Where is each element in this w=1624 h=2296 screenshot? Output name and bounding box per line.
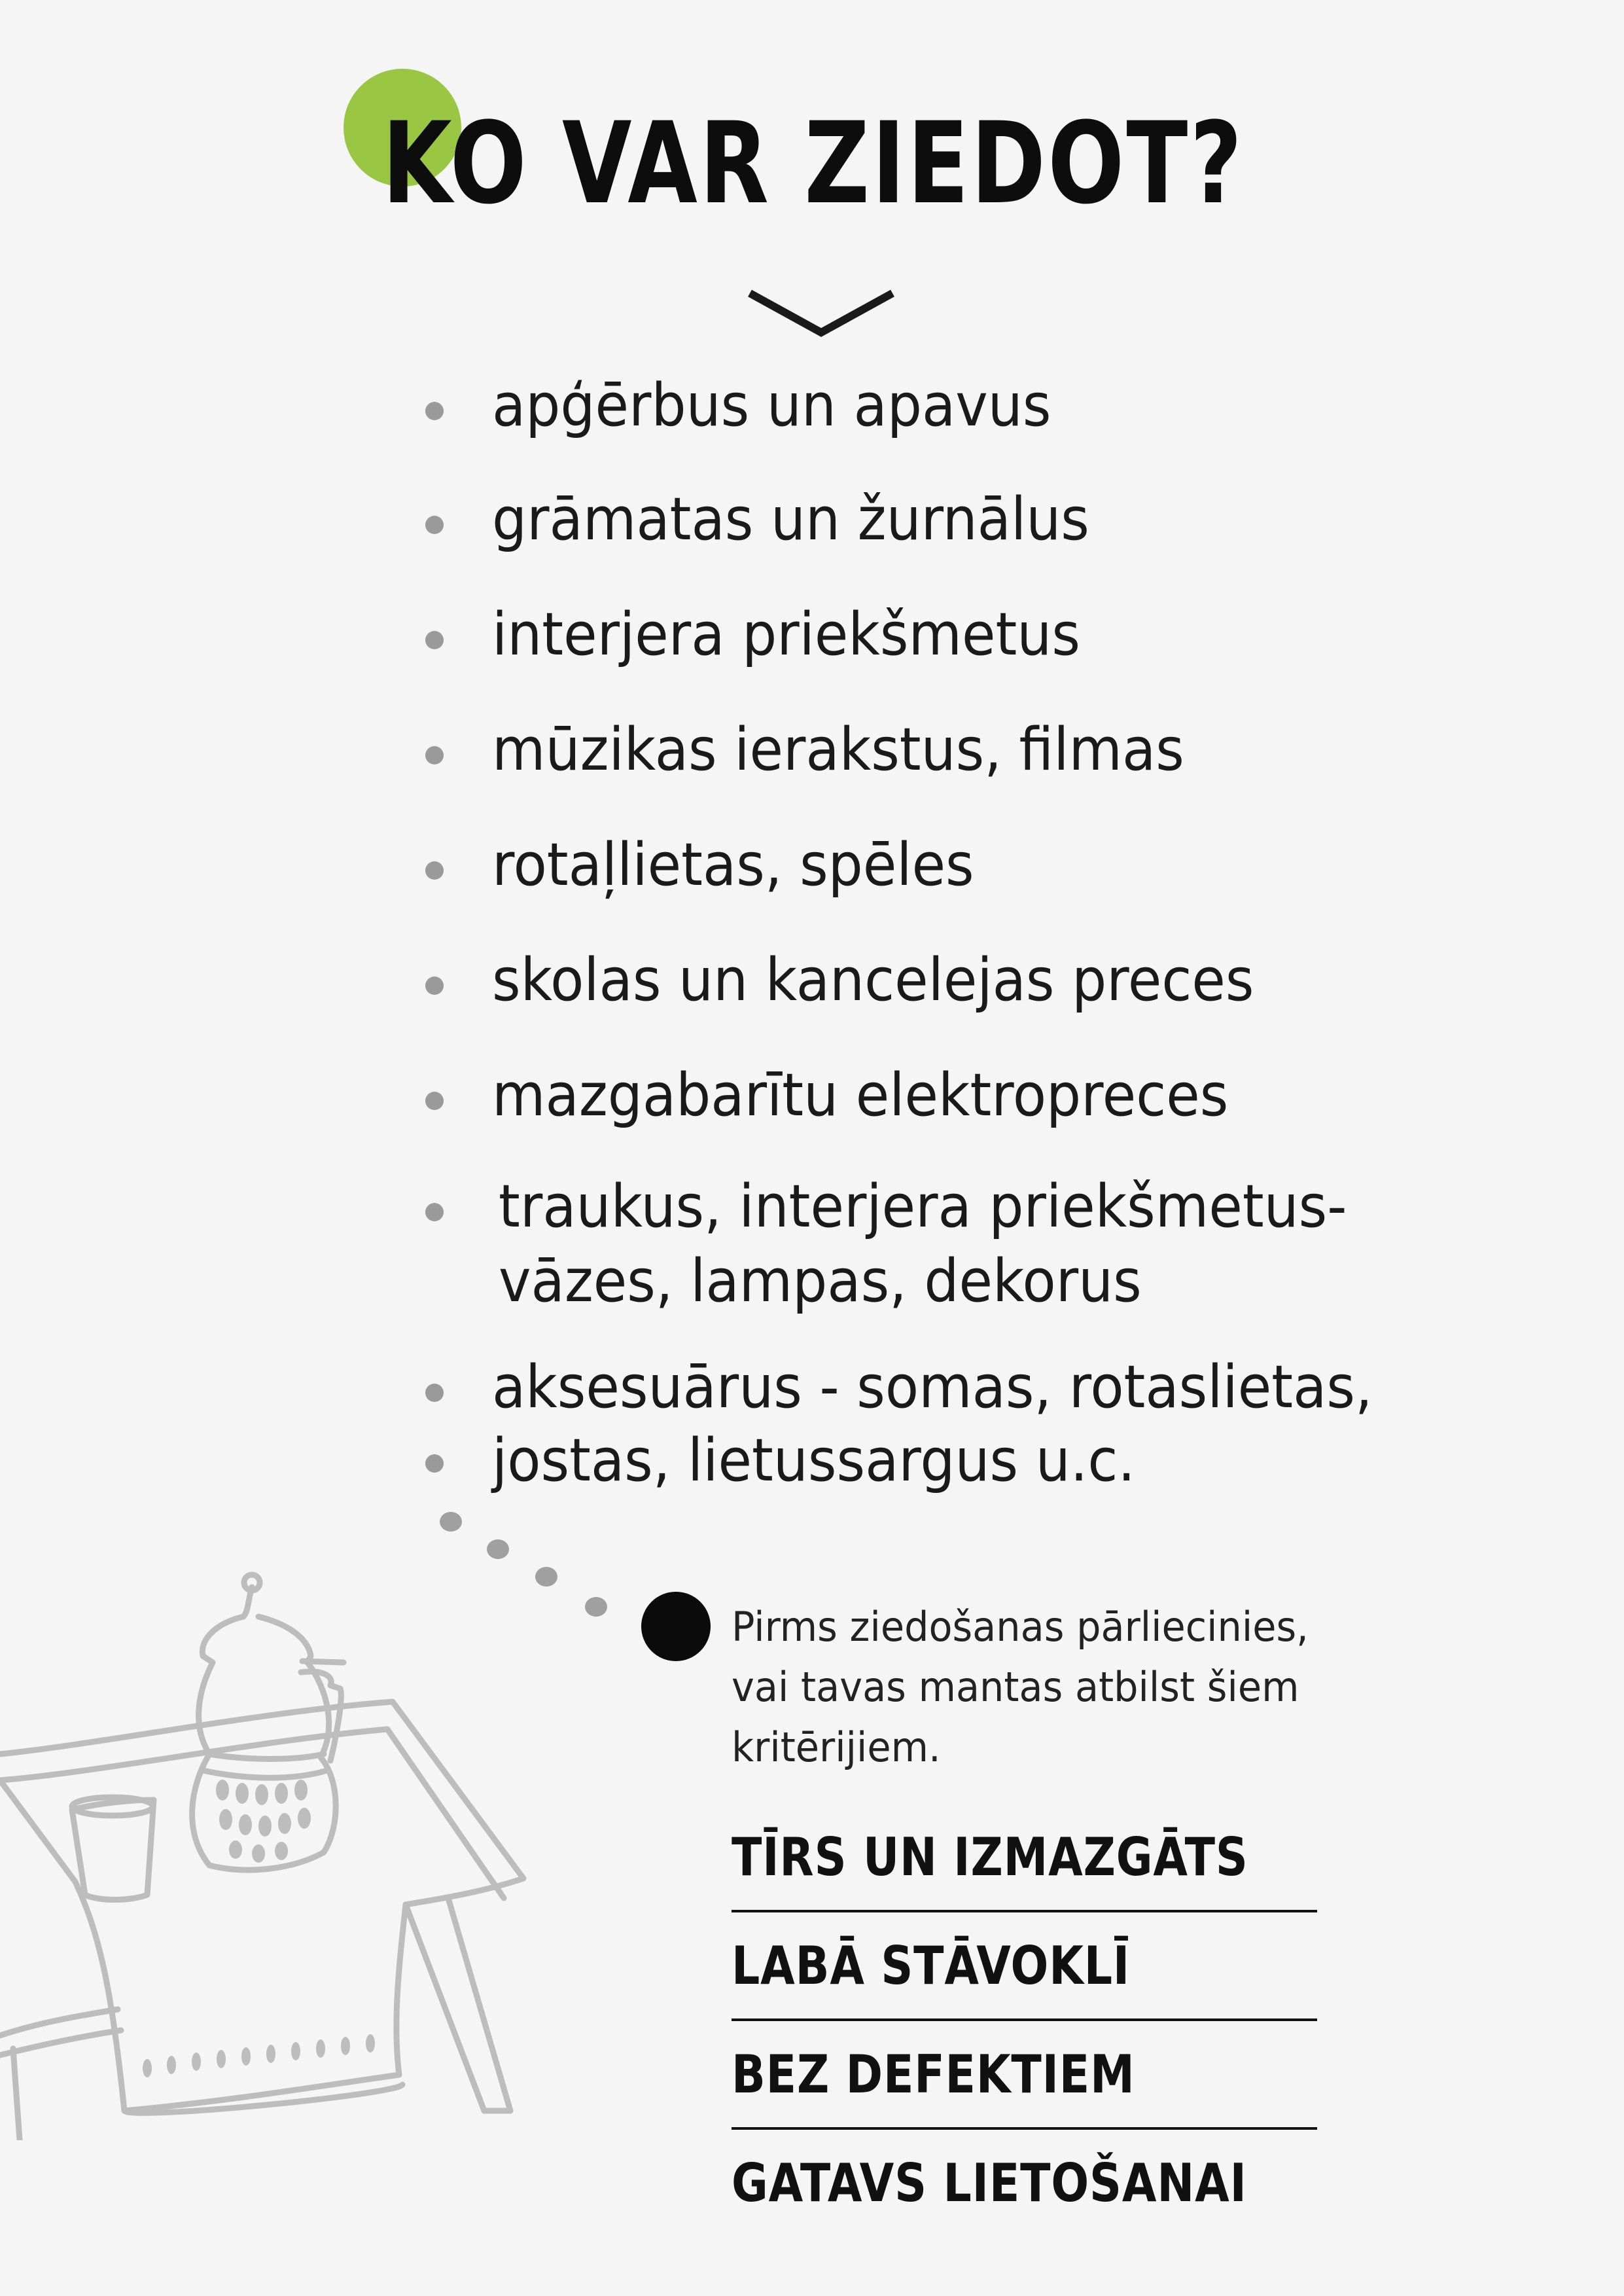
list-bullet xyxy=(425,1454,444,1473)
list-item: mazgabarītu elektropreces xyxy=(492,1061,1229,1130)
list-item-continuation: jostas, lietussargus u.c. xyxy=(492,1426,1135,1495)
list-bullet xyxy=(425,861,444,880)
list-bullet xyxy=(425,631,444,649)
list-bullet xyxy=(425,977,444,995)
chevron-down-icon xyxy=(746,288,896,340)
list-item: rotaļlietas, spēles xyxy=(492,831,974,899)
note-line: Pirms ziedošanas pārliecinies, xyxy=(732,1603,1309,1651)
trail-dot xyxy=(585,1597,607,1617)
note-line: vai tavas mantas atbilst šiem xyxy=(732,1663,1299,1711)
criterion-good-condition: LABĀ STĀVOKLĪ xyxy=(732,1935,1131,1996)
trail-dot xyxy=(535,1567,557,1587)
list-item: mūzikas ierakstus, filmas xyxy=(492,715,1184,784)
trail-dot xyxy=(440,1512,462,1532)
list-item: interjera priekšmetus xyxy=(492,600,1080,669)
list-item-continuation: vāzes, lampas, dekorus xyxy=(499,1247,1142,1316)
list-bullet xyxy=(425,1092,444,1110)
divider xyxy=(732,1910,1317,1912)
list-item: traukus, interjera priekšmetus- xyxy=(499,1172,1347,1241)
list-item: aksesuārus - somas, rotaslietas, xyxy=(492,1353,1373,1422)
list-bullet xyxy=(425,746,444,764)
trail-dot xyxy=(487,1539,509,1559)
divider xyxy=(732,2018,1317,2021)
criteria-note xyxy=(732,1597,1385,1778)
list-item: skolas un kancelejas preces xyxy=(492,946,1254,1014)
list-bullet xyxy=(425,1203,444,1221)
criterion-no-defects: BEZ DEFEKTIEM xyxy=(732,2044,1135,2105)
list-bullet xyxy=(425,1384,444,1402)
note-marker-dot xyxy=(641,1592,711,1661)
note-line: kritērijiem. xyxy=(732,1723,941,1771)
divider xyxy=(732,2127,1317,2130)
list-item: apģērbus un apavus xyxy=(492,371,1051,440)
page-title: KO VAR ZIEDOT? xyxy=(382,98,1244,229)
criterion-clean: TĪRS UN IZMAZGĀTS xyxy=(732,1827,1248,1888)
list-item: grāmatas un žurnālus xyxy=(492,485,1089,554)
table-illustration xyxy=(0,1564,537,2140)
criterion-ready-to-use: GATAVS LIETOŠANAI xyxy=(732,2153,1247,2214)
list-bullet xyxy=(425,402,444,420)
list-bullet xyxy=(425,516,444,534)
